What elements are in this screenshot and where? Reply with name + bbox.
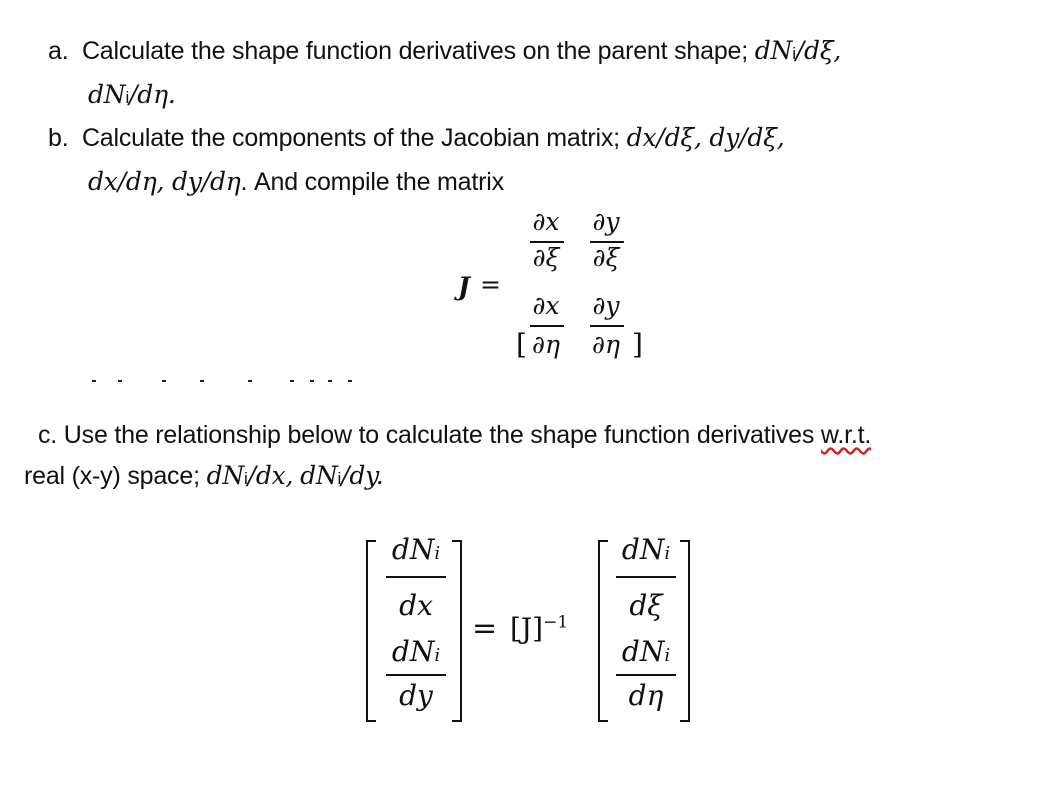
lhs-top-bar [386, 576, 446, 578]
rhs-bot-den: dη [628, 679, 664, 712]
clipped-text-artifact-3 [162, 380, 166, 382]
item-c-sub1: i [244, 469, 248, 488]
jacobian-equals: = [480, 270, 501, 299]
rhs-bot-num: dN [621, 635, 665, 668]
jac-r1c1-den: ∂ξ [532, 243, 560, 272]
jacobian-label: J [458, 272, 470, 301]
jac-r2c1-num: ∂x [532, 291, 560, 320]
lhs-left-bracket [366, 540, 376, 722]
item-a-math2-tail: /dη. [129, 80, 176, 109]
lhs-bot-den: dy [399, 679, 433, 712]
item-a-sub1: i [792, 44, 796, 63]
item-b-text: Calculate the components of the Jacobian matrix; [81, 124, 620, 152]
lhs-bottom-fraction [376, 634, 456, 712]
rhs-top-sub: i [664, 543, 671, 564]
item-c-math1-tail: /dx, [247, 461, 294, 490]
rhs-bot-sub: i [664, 645, 671, 666]
jac-close-bracket: ] [632, 328, 643, 361]
item-a-math2: dN [88, 80, 126, 109]
item-c-text2: real (x-y) space; [24, 462, 200, 490]
lhs-top-den: dx [399, 589, 433, 622]
lhs-bot-sub: i [434, 645, 441, 666]
lhs-top-sub: i [434, 543, 441, 564]
relation-equals: = [472, 611, 498, 646]
rhs-top-num: dN [621, 533, 665, 566]
jac-r1c2-num: ∂y [592, 207, 620, 236]
clipped-text-artifact-7 [310, 380, 314, 382]
clipped-text-artifact-1 [92, 380, 96, 382]
rhs-top-bar [616, 576, 676, 578]
item-a-marker: a. [48, 37, 69, 65]
item-c-wavy: w.r.t. [820, 421, 872, 449]
rhs-top-den: dξ [629, 589, 663, 622]
jac-r2c2-bar [590, 325, 624, 327]
item-c-sub2: i [337, 469, 342, 488]
jac-r2c1-bar [530, 325, 564, 327]
item-b-math2: dx/dη, dy/dη [88, 167, 241, 196]
clipped-text-artifact-8 [328, 380, 332, 382]
lhs-top-fraction [376, 532, 456, 622]
item-a-math1: dN [754, 36, 793, 65]
rhs-bot-bar [616, 674, 676, 676]
item-b-text2: . And compile the matrix [240, 168, 504, 196]
jac-r2c2-den: ∂η [592, 330, 620, 359]
item-c-line2 [24, 461, 384, 494]
item-b-marker: b. [48, 124, 69, 152]
item-c-line1 [38, 420, 871, 450]
lhs-top-num: dN [391, 533, 435, 566]
relation-jinv-text: [J] [510, 612, 544, 645]
relation-jinv-exp: −1 [543, 612, 569, 633]
jacobian-equation [450, 205, 650, 375]
lhs-bot-num: dN [391, 635, 435, 668]
item-c-math2: dN [300, 461, 338, 490]
item-a-line2 [88, 80, 176, 113]
item-a-line1 [48, 36, 841, 69]
clipped-text-artifact-2 [118, 380, 122, 382]
lhs-bot-bar [386, 674, 446, 676]
clipped-text-artifact-9 [348, 380, 352, 382]
jac-r1c1-num: ∂x [532, 207, 560, 236]
clipped-text-artifact-6 [290, 380, 294, 382]
item-a-text: Calculate the shape function derivatives on the parent shape; [81, 37, 748, 65]
item-a-math1-tail: /dξ, [795, 36, 842, 65]
clipped-text-artifact-5 [248, 380, 252, 382]
item-c-math2-tail: /dy. [341, 461, 384, 490]
rhs-top-fraction [606, 532, 686, 622]
clipped-text-artifact-4 [200, 380, 204, 382]
item-c-text1: c. Use the relationship below to calculate the shape function derivatives [38, 421, 815, 449]
jac-r1c2-den: ∂ξ [592, 243, 620, 272]
item-a-sub2: i [125, 88, 130, 107]
item-b-line2 [88, 167, 504, 197]
relation-jinv [510, 612, 568, 646]
rhs-bottom-fraction [606, 634, 686, 712]
item-c-math1: dN [206, 461, 245, 490]
jac-r2c1-den: ∂η [532, 330, 560, 359]
item-b-line1 [48, 123, 785, 153]
jac-open-bracket: [ [516, 328, 527, 361]
jac-r2c2-num: ∂y [592, 291, 620, 320]
item-b-math1: dx/dξ, dy/dξ, [626, 123, 785, 152]
